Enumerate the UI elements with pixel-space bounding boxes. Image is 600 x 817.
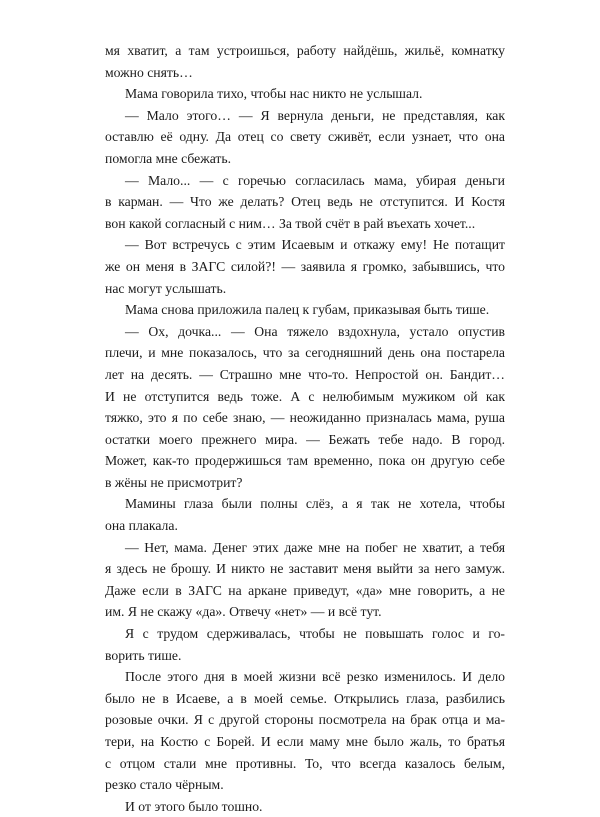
body-text — [105, 40, 505, 817]
text-line: Мама говорила тихо, чтобы нас никто не услышал. — [125, 86, 423, 102]
text-line: лет на десять. — Страшно мне что-то. Непростой он. Бандит… — [105, 366, 505, 382]
text-line: Даже если в ЗАГС на аркане приведут, «да» мне говорить, а не — [105, 582, 505, 598]
text-line: Мама снова приложила палец к губам, приказывая быть тише. — [125, 302, 490, 318]
text-line: тери, на Костю с Борей. И если маму мне было жаль, то братья — [105, 734, 505, 749]
text-line: Я с трудом сдерживалась, чтобы не повышать голос и го- — [125, 626, 505, 642]
text-line: в жёны не присмотрит? — [105, 474, 243, 490]
text-line: же он меня в ЗАГС силой?! — заявила я громко, забывшись, что — [105, 258, 505, 274]
text-line: — Вот встречусь с этим Исаевым и откажу ему! Не потащит — [125, 237, 505, 253]
text-line: После этого дня в моей жизни всё резко изменилось. И дело — [125, 669, 505, 685]
text-line: вон какой согласный с ним… За твой счёт в рай въехать хочет... — [105, 215, 476, 231]
text-line: было не в Исаеве, а в моей семье. Открылись глаза, разбились — [105, 690, 505, 706]
text-line: Мамины глаза были полны слёз, а я так не хотела, чтобы — [125, 496, 505, 512]
text-line: — Мало этого… — Я вернула деньги, не представляя, как — [125, 107, 505, 123]
text-line: в карман. — Что же делать? Отец ведь не отступится. И Костя — [105, 194, 505, 210]
text-line: — Нет, мама. Денег этих даже мне на побег не хватит, а тебя — [125, 539, 505, 555]
text-line: можно снять… — [105, 64, 193, 80]
text-line: И от этого было тошно. — [125, 798, 263, 814]
text-line: И не отступится ведь тоже. А с нелюбимым мужиком ой как — [105, 388, 505, 404]
text-line: розовые очки. Я с другой стороны посмотрела на брак отца и ма- — [105, 712, 505, 728]
text-line: нас могут услышать. — [105, 280, 227, 296]
text-line: резко стало чёрным. — [105, 777, 224, 793]
text-line: мя хватит, а там устроишься, работу найдёшь, жильё, комнатку — [105, 43, 505, 58]
text-line: остатки моего прежнего мира. — Бежать тебе надо. В город. — [105, 431, 505, 447]
text-line: я здесь не брошу. И никто не заставит меня выйти за него замуж. — [105, 561, 505, 577]
text-line: с отцом стали мне противны. То, что всегда казалось белым, — [105, 755, 505, 771]
text-line: тяжко, это я по себе знаю, — неожиданно призналась мама, руша — [105, 410, 505, 426]
text-line: им. Я не скажу «да». Отвечу «нет» — и всё тут. — [105, 604, 382, 620]
text-line: ворить тише. — [105, 647, 182, 663]
text-line: плечи, и мне показалось, что за сегодняшний день она постарела — [105, 345, 505, 361]
text-line: помогла мне сбежать. — [105, 150, 232, 166]
text-line: — Мало... — с горечью согласилась мама, убирая деньги — [125, 172, 505, 188]
text-line: — Ох, дочка... — Она тяжело вздохнула, устало опустив — [125, 323, 505, 339]
text-line: оставлю её одну. Да отец со свету сживёт, если узнает, что она — [105, 129, 505, 145]
text-line: Может, как-то продержишься там временно, пока он другую себе — [105, 453, 505, 469]
text-line: она плакала. — [105, 518, 178, 534]
